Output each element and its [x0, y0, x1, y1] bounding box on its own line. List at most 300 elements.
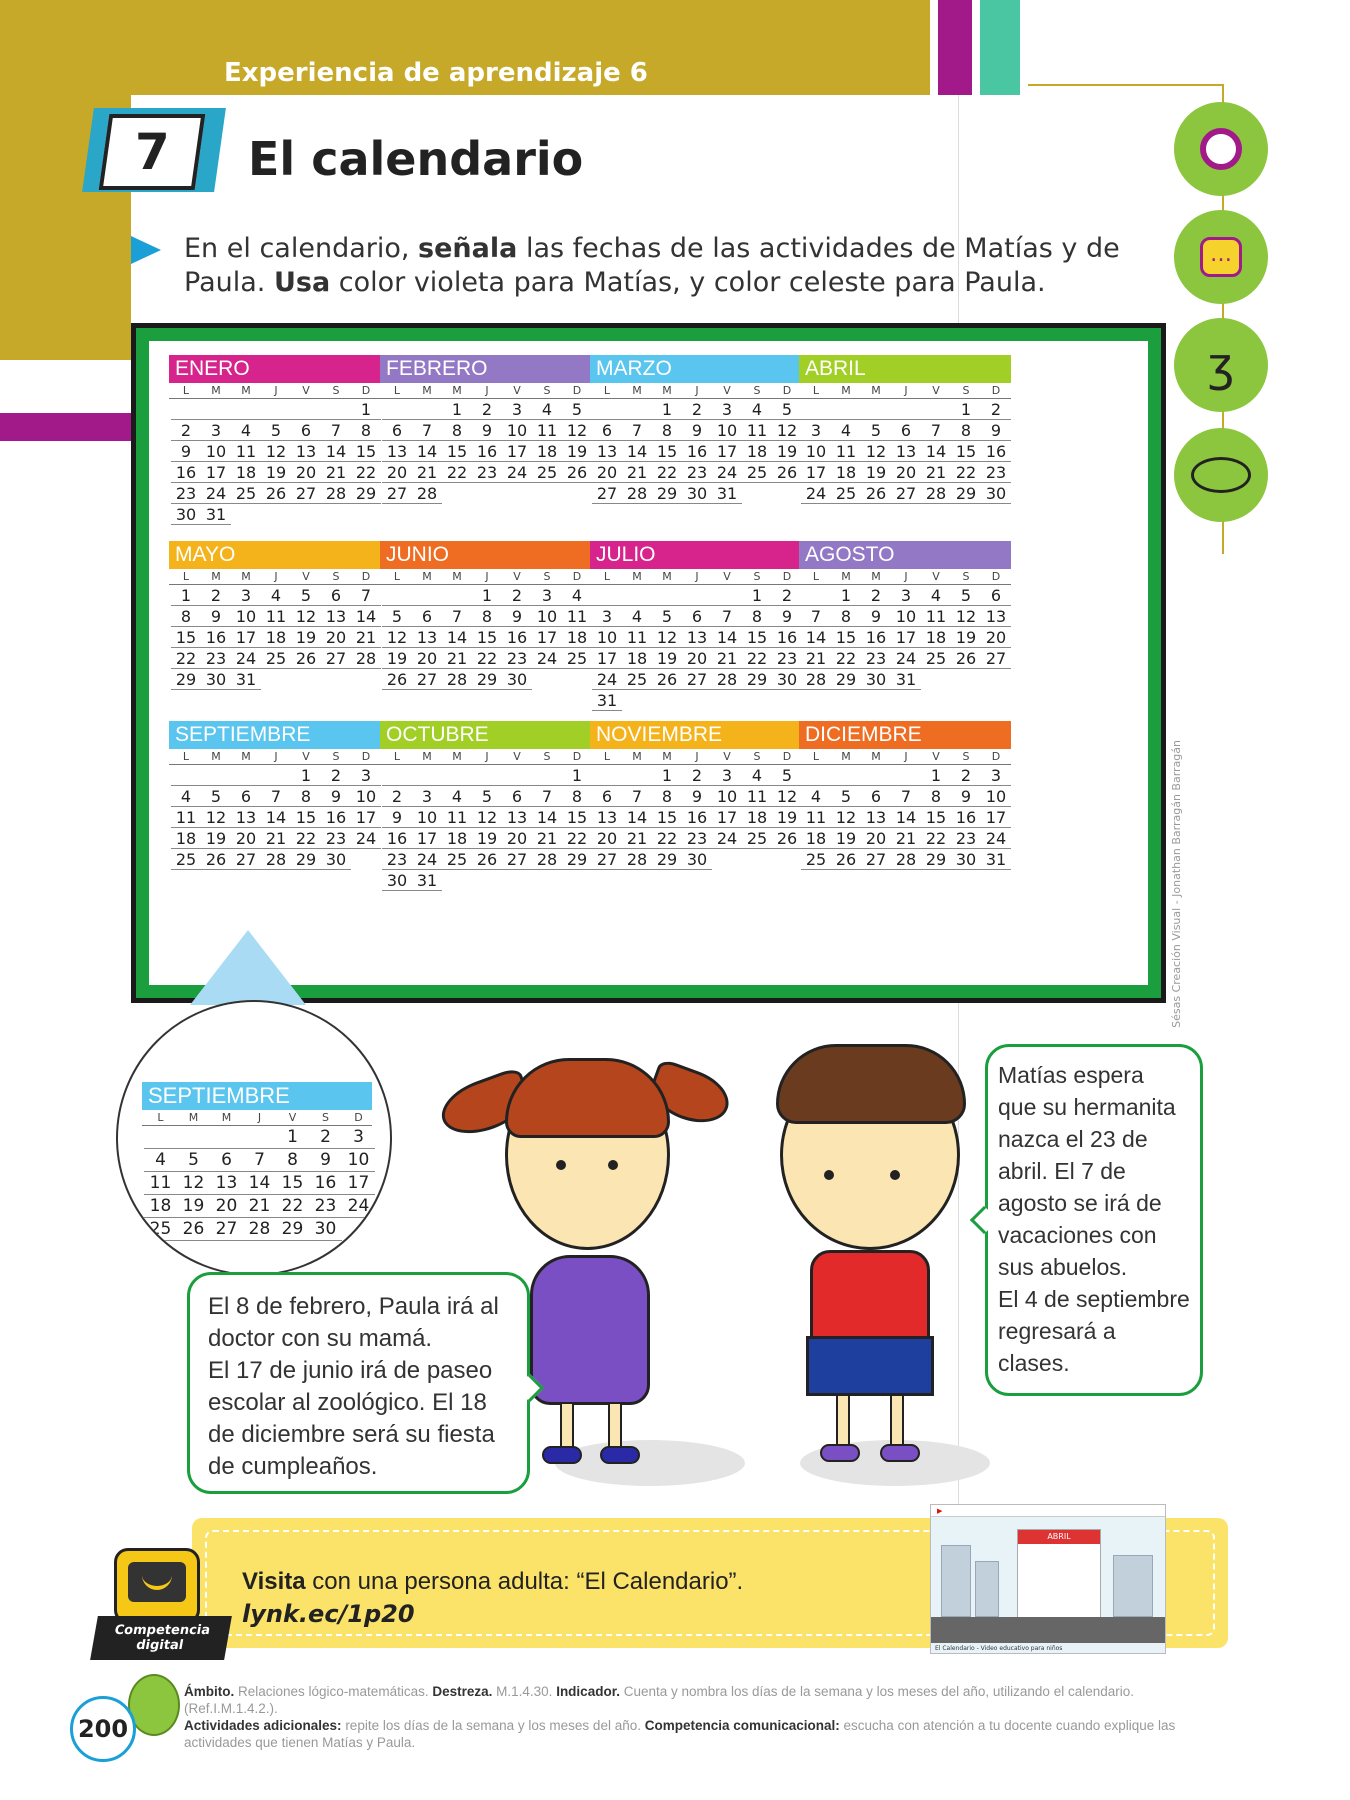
calendar-day[interactable]: 21	[261, 828, 291, 849]
calendar-day[interactable]: 16	[382, 828, 412, 849]
calendar-day[interactable]: 5	[261, 420, 291, 441]
calendar-day[interactable]: 25	[442, 849, 472, 870]
calendar-day[interactable]: 4	[831, 420, 861, 441]
calendar-day[interactable]: 9	[502, 606, 532, 627]
calendar-day[interactable]: 30	[861, 669, 891, 690]
calendar-day[interactable]: 12	[472, 807, 502, 828]
calendar-day[interactable]: 16	[171, 462, 201, 483]
calendar-day[interactable]: 13	[502, 807, 532, 828]
calendar-day[interactable]: 1	[472, 585, 502, 606]
calendar-day[interactable]: 26	[562, 462, 592, 483]
video-link[interactable]: lynk.ec/1p20	[242, 1600, 415, 1628]
calendar-day[interactable]: 30	[682, 483, 712, 504]
calendar-day[interactable]: 12	[652, 627, 682, 648]
calendar-day[interactable]: 29	[652, 849, 682, 870]
calendar-day[interactable]: 1	[276, 1126, 309, 1149]
calendar-day[interactable]: 6	[981, 585, 1011, 606]
calendar-day[interactable]: 2	[951, 765, 981, 786]
calendar-day[interactable]: 6	[861, 786, 891, 807]
calendar-day[interactable]: 10	[502, 420, 532, 441]
calendar-day[interactable]: 28	[261, 849, 291, 870]
calendar-day[interactable]: 13	[981, 606, 1011, 627]
calendar-day[interactable]: 24	[981, 828, 1011, 849]
calendar-day[interactable]: 7	[622, 786, 652, 807]
calendar-day[interactable]: 20	[382, 462, 412, 483]
calendar-day[interactable]: 26	[261, 483, 291, 504]
calendar-day[interactable]: 7	[622, 420, 652, 441]
calendar-day[interactable]: 4	[171, 786, 201, 807]
calendar-day[interactable]: 28	[532, 849, 562, 870]
calendar-day[interactable]: 7	[712, 606, 742, 627]
calendar-day[interactable]: 4	[742, 765, 772, 786]
calendar-day[interactable]: 25	[562, 648, 592, 669]
calendar-day[interactable]: 26	[831, 849, 861, 870]
calendar-day[interactable]: 6	[412, 606, 442, 627]
calendar-day[interactable]: 4	[562, 585, 592, 606]
calendar-day[interactable]: 22	[652, 462, 682, 483]
calendar-day[interactable]: 25	[801, 849, 831, 870]
calendar-day[interactable]: 2	[772, 585, 802, 606]
calendar-day[interactable]: 5	[772, 765, 802, 786]
calendar-day[interactable]: 28	[622, 849, 652, 870]
calendar-day[interactable]: 3	[342, 1126, 375, 1149]
calendar-day[interactable]: 9	[321, 786, 351, 807]
calendar-day[interactable]: 11	[742, 786, 772, 807]
calendar-day[interactable]: 24	[712, 462, 742, 483]
calendar-day[interactable]: 16	[309, 1172, 342, 1195]
calendar-day[interactable]: 25	[261, 648, 291, 669]
calendar-day[interactable]: 7	[243, 1149, 276, 1172]
calendar-day[interactable]: 6	[382, 420, 412, 441]
calendar-day[interactable]: 12	[201, 807, 231, 828]
calendar-day[interactable]: 19	[291, 627, 321, 648]
calendar-day[interactable]: 20	[891, 462, 921, 483]
calendar-day[interactable]: 26	[472, 849, 502, 870]
calendar-day[interactable]: 12	[562, 420, 592, 441]
calendar-day[interactable]: 11	[532, 420, 562, 441]
calendar-day[interactable]: 23	[502, 648, 532, 669]
calendar-day[interactable]: 30	[981, 483, 1011, 504]
calendar-day[interactable]: 12	[861, 441, 891, 462]
calendar-day[interactable]: 23	[171, 483, 201, 504]
calendar-day[interactable]: 30	[682, 849, 712, 870]
calendar-day[interactable]: 22	[831, 648, 861, 669]
calendar-day[interactable]: 26	[201, 849, 231, 870]
calendar-day[interactable]: 7	[891, 786, 921, 807]
calendar-day[interactable]: 31	[592, 690, 622, 711]
calendar-day[interactable]: 29	[276, 1218, 309, 1241]
calendar-day[interactable]: 11	[261, 606, 291, 627]
calendar-day[interactable]: 18	[532, 441, 562, 462]
calendar-day[interactable]: 14	[622, 807, 652, 828]
calendar-day[interactable]: 2	[682, 765, 712, 786]
calendar-day[interactable]: 4	[261, 585, 291, 606]
calendar-day[interactable]: 5	[177, 1149, 210, 1172]
calendar-day[interactable]: 7	[442, 606, 472, 627]
calendar-day[interactable]: 16	[201, 627, 231, 648]
calendar-day[interactable]: 17	[201, 462, 231, 483]
calendar-day[interactable]: 6	[502, 786, 532, 807]
calendar-day[interactable]: 22	[951, 462, 981, 483]
calendar-day[interactable]: 3	[891, 585, 921, 606]
calendar-day[interactable]: 29	[351, 483, 381, 504]
calendar-day[interactable]: 27	[592, 483, 622, 504]
calendar-day[interactable]: 10	[351, 786, 381, 807]
calendar-day[interactable]: 19	[861, 462, 891, 483]
calendar-day[interactable]: 6	[891, 420, 921, 441]
calendar-day[interactable]: 27	[321, 648, 351, 669]
calendar-day[interactable]: 9	[682, 786, 712, 807]
calendar-day[interactable]: 27	[502, 849, 532, 870]
calendar-day[interactable]: 8	[562, 786, 592, 807]
calendar-day[interactable]: 31	[231, 669, 261, 690]
calendar-day[interactable]: 25	[622, 669, 652, 690]
calendar-day[interactable]: 2	[382, 786, 412, 807]
calendar-day[interactable]: 25	[921, 648, 951, 669]
calendar-day[interactable]: 19	[382, 648, 412, 669]
calendar-day[interactable]: 11	[831, 441, 861, 462]
calendar-day[interactable]: 9	[472, 420, 502, 441]
calendar-day[interactable]: 23	[861, 648, 891, 669]
calendar-day[interactable]: 5	[382, 606, 412, 627]
calendar-day[interactable]: 12	[261, 441, 291, 462]
calendar-day[interactable]: 14	[321, 441, 351, 462]
calendar-day[interactable]: 10	[712, 420, 742, 441]
calendar-day[interactable]: 20	[502, 828, 532, 849]
calendar-day[interactable]: 27	[412, 669, 442, 690]
calendar-day[interactable]: 9	[382, 807, 412, 828]
calendar-day[interactable]: 22	[276, 1195, 309, 1218]
calendar-day[interactable]: 7	[261, 786, 291, 807]
calendar-day[interactable]: 28	[712, 669, 742, 690]
calendar-day[interactable]: 14	[412, 441, 442, 462]
calendar-day[interactable]: 30	[772, 669, 802, 690]
calendar-day[interactable]: 4	[144, 1149, 177, 1172]
calendar-day[interactable]: 20	[592, 462, 622, 483]
calendar-day[interactable]: 13	[592, 807, 622, 828]
calendar-day[interactable]: 5	[772, 399, 802, 420]
calendar-day[interactable]: 6	[682, 606, 712, 627]
calendar-day[interactable]: 8	[171, 606, 201, 627]
calendar-day[interactable]: 2	[472, 399, 502, 420]
calendar-day[interactable]: 8	[742, 606, 772, 627]
calendar-day[interactable]: 22	[351, 462, 381, 483]
calendar-day[interactable]: 17	[532, 627, 562, 648]
calendar-day[interactable]: 27	[592, 849, 622, 870]
calendar-day[interactable]: 19	[772, 807, 802, 828]
calendar-day[interactable]: 10	[592, 627, 622, 648]
calendar-day[interactable]: 8	[652, 420, 682, 441]
calendar-day[interactable]: 15	[652, 441, 682, 462]
calendar-day[interactable]: 8	[652, 786, 682, 807]
calendar-day[interactable]: 23	[321, 828, 351, 849]
calendar-day[interactable]: 18	[171, 828, 201, 849]
calendar-day[interactable]: 21	[891, 828, 921, 849]
calendar-day[interactable]: 24	[891, 648, 921, 669]
calendar-day[interactable]: 2	[682, 399, 712, 420]
calendar-day[interactable]: 27	[231, 849, 261, 870]
calendar-day[interactable]: 6	[592, 420, 622, 441]
calendar-day[interactable]: 1	[171, 585, 201, 606]
calendar-day[interactable]: 6	[321, 585, 351, 606]
calendar-day[interactable]: 10	[801, 441, 831, 462]
calendar-day[interactable]: 28	[321, 483, 351, 504]
calendar-day[interactable]: 8	[472, 606, 502, 627]
calendar-day[interactable]: 8	[442, 420, 472, 441]
calendar-day[interactable]: 23	[981, 462, 1011, 483]
calendar-day[interactable]: 16	[951, 807, 981, 828]
calendar-day[interactable]: 24	[231, 648, 261, 669]
calendar-day[interactable]: 15	[351, 441, 381, 462]
calendar-day[interactable]: 12	[291, 606, 321, 627]
calendar-day[interactable]: 25	[144, 1218, 177, 1241]
calendar-day[interactable]: 24	[532, 648, 562, 669]
calendar-day[interactable]: 28	[442, 669, 472, 690]
calendar-day[interactable]: 22	[442, 462, 472, 483]
calendar-day[interactable]: 18	[801, 828, 831, 849]
calendar-day[interactable]: 3	[532, 585, 562, 606]
calendar-day[interactable]: 7	[532, 786, 562, 807]
calendar-day[interactable]: 15	[276, 1172, 309, 1195]
calendar-day[interactable]: 20	[210, 1195, 243, 1218]
calendar-day[interactable]: 14	[712, 627, 742, 648]
calendar-day[interactable]: 22	[742, 648, 772, 669]
calendar-day[interactable]: 17	[342, 1172, 375, 1195]
calendar-day[interactable]: 20	[291, 462, 321, 483]
calendar-day[interactable]: 22	[921, 828, 951, 849]
calendar-day[interactable]: 15	[921, 807, 951, 828]
calendar-day[interactable]: 21	[532, 828, 562, 849]
calendar-day[interactable]: 20	[592, 828, 622, 849]
calendar-day[interactable]: 13	[291, 441, 321, 462]
calendar-day[interactable]: 15	[652, 807, 682, 828]
calendar-day[interactable]: 11	[562, 606, 592, 627]
calendar-day[interactable]: 10	[342, 1149, 375, 1172]
calendar-day[interactable]: 23	[682, 828, 712, 849]
calendar-day[interactable]: 24	[412, 849, 442, 870]
calendar-day[interactable]: 5	[951, 585, 981, 606]
calendar-day[interactable]: 17	[801, 462, 831, 483]
calendar-day[interactable]: 23	[951, 828, 981, 849]
calendar-day[interactable]: 13	[891, 441, 921, 462]
calendar-day[interactable]: 28	[801, 669, 831, 690]
calendar-day[interactable]: 3	[231, 585, 261, 606]
calendar-day[interactable]: 25	[171, 849, 201, 870]
calendar-day[interactable]: 27	[291, 483, 321, 504]
calendar-day[interactable]: 24	[351, 828, 381, 849]
calendar-day[interactable]: 27	[210, 1218, 243, 1241]
calendar-day[interactable]: 2	[861, 585, 891, 606]
calendar-day[interactable]: 3	[801, 420, 831, 441]
calendar-day[interactable]: 3	[592, 606, 622, 627]
calendar-day[interactable]: 27	[891, 483, 921, 504]
calendar-day[interactable]: 28	[921, 483, 951, 504]
calendar-day[interactable]: 18	[921, 627, 951, 648]
calendar-day[interactable]: 10	[712, 786, 742, 807]
calendar-day[interactable]: 16	[472, 441, 502, 462]
calendar-day[interactable]: 13	[210, 1172, 243, 1195]
calendar-day[interactable]: 20	[981, 627, 1011, 648]
calendar-day[interactable]: 16	[981, 441, 1011, 462]
calendar-day[interactable]: 14	[261, 807, 291, 828]
calendar-day[interactable]: 16	[772, 627, 802, 648]
calendar-day[interactable]: 3	[502, 399, 532, 420]
calendar-day[interactable]: 27	[861, 849, 891, 870]
calendar-day[interactable]: 22	[472, 648, 502, 669]
calendar-day[interactable]: 16	[861, 627, 891, 648]
calendar-day[interactable]: 31	[712, 483, 742, 504]
calendar-day[interactable]: 21	[801, 648, 831, 669]
calendar-day[interactable]: 3	[351, 765, 381, 786]
calendar-day[interactable]: 14	[532, 807, 562, 828]
calendar-day[interactable]: 15	[742, 627, 772, 648]
calendar-day[interactable]: 30	[502, 669, 532, 690]
calendar-day[interactable]: 11	[622, 627, 652, 648]
calendar-day[interactable]: 9	[951, 786, 981, 807]
calendar-day[interactable]: 25	[231, 483, 261, 504]
calendar-day[interactable]: 4	[742, 399, 772, 420]
calendar-day[interactable]: 22	[562, 828, 592, 849]
calendar-day[interactable]: 29	[831, 669, 861, 690]
calendar-day[interactable]: 21	[622, 828, 652, 849]
calendar-day[interactable]: 22	[652, 828, 682, 849]
calendar-day[interactable]: 16	[502, 627, 532, 648]
calendar-day[interactable]: 6	[231, 786, 261, 807]
calendar-day[interactable]: 20	[682, 648, 712, 669]
calendar-day[interactable]: 26	[861, 483, 891, 504]
calendar-day[interactable]: 17	[502, 441, 532, 462]
calendar-day[interactable]: 30	[382, 870, 412, 891]
calendar-day[interactable]: 29	[742, 669, 772, 690]
calendar-day[interactable]: 19	[261, 462, 291, 483]
calendar-day[interactable]: 2	[309, 1126, 342, 1149]
calendar-day[interactable]: 18	[562, 627, 592, 648]
calendar-day[interactable]: 9	[309, 1149, 342, 1172]
calendar-day[interactable]: 4	[532, 399, 562, 420]
calendar-day[interactable]: 5	[562, 399, 592, 420]
calendar-day[interactable]: 26	[772, 828, 802, 849]
calendar-day[interactable]: 17	[231, 627, 261, 648]
calendar-day[interactable]: 9	[171, 441, 201, 462]
calendar-day[interactable]: 3	[201, 420, 231, 441]
calendar-day[interactable]: 3	[712, 765, 742, 786]
calendar-day[interactable]: 21	[712, 648, 742, 669]
calendar-day[interactable]: 23	[201, 648, 231, 669]
calendar-day[interactable]: 8	[351, 420, 381, 441]
calendar-day[interactable]: 22	[171, 648, 201, 669]
calendar-day[interactable]: 31	[981, 849, 1011, 870]
calendar-day[interactable]: 21	[243, 1195, 276, 1218]
calendar-day[interactable]: 7	[412, 420, 442, 441]
calendar-day[interactable]: 7	[921, 420, 951, 441]
calendar-day[interactable]: 12	[951, 606, 981, 627]
calendar-day[interactable]: 25	[742, 828, 772, 849]
calendar-day[interactable]: 1	[652, 765, 682, 786]
calendar-day[interactable]: 19	[201, 828, 231, 849]
calendar-day[interactable]: 29	[472, 669, 502, 690]
calendar-day[interactable]: 13	[861, 807, 891, 828]
calendar-day[interactable]: 14	[801, 627, 831, 648]
calendar-day[interactable]: 26	[382, 669, 412, 690]
calendar-day[interactable]: 18	[231, 462, 261, 483]
calendar-day[interactable]: 10	[532, 606, 562, 627]
calendar-day[interactable]: 13	[412, 627, 442, 648]
calendar-day[interactable]: 11	[171, 807, 201, 828]
calendar-day[interactable]: 1	[291, 765, 321, 786]
calendar-day[interactable]: 20	[231, 828, 261, 849]
calendar-day[interactable]: 26	[951, 648, 981, 669]
calendar-day[interactable]: 9	[772, 606, 802, 627]
calendar-day[interactable]: 15	[562, 807, 592, 828]
calendar-day[interactable]: 10	[981, 786, 1011, 807]
calendar-day[interactable]: 31	[891, 669, 921, 690]
calendar-day[interactable]: 13	[682, 627, 712, 648]
calendar-day[interactable]: 28	[412, 483, 442, 504]
calendar-day[interactable]: 30	[309, 1218, 342, 1241]
calendar-day[interactable]: 11	[742, 420, 772, 441]
calendar-day[interactable]: 30	[951, 849, 981, 870]
calendar-day[interactable]: 25	[831, 483, 861, 504]
calendar-day[interactable]: 4	[231, 420, 261, 441]
calendar-day[interactable]: 3	[712, 399, 742, 420]
calendar-day[interactable]: 14	[891, 807, 921, 828]
calendar-day[interactable]: 18	[622, 648, 652, 669]
calendar-day[interactable]: 31	[201, 504, 231, 525]
calendar-day[interactable]: 30	[171, 504, 201, 525]
calendar-day[interactable]: 26	[177, 1218, 210, 1241]
calendar-day[interactable]: 19	[652, 648, 682, 669]
calendar-day[interactable]: 11	[442, 807, 472, 828]
calendar-day[interactable]: 10	[891, 606, 921, 627]
calendar-day[interactable]: 17	[712, 807, 742, 828]
calendar-day[interactable]: 19	[177, 1195, 210, 1218]
calendar-day[interactable]: 21	[412, 462, 442, 483]
calendar-day[interactable]: 24	[342, 1195, 375, 1218]
calendar-day[interactable]: 8	[921, 786, 951, 807]
calendar-day[interactable]: 30	[321, 849, 351, 870]
calendar-day[interactable]: 28	[891, 849, 921, 870]
calendar-day[interactable]: 6	[291, 420, 321, 441]
calendar-day[interactable]: 29	[171, 669, 201, 690]
calendar-day[interactable]: 18	[144, 1195, 177, 1218]
calendar-day[interactable]: 4	[622, 606, 652, 627]
calendar-day[interactable]: 8	[276, 1149, 309, 1172]
calendar-day[interactable]: 6	[592, 786, 622, 807]
calendar-day[interactable]: 21	[622, 462, 652, 483]
calendar-day[interactable]: 15	[831, 627, 861, 648]
calendar-day[interactable]: 27	[382, 483, 412, 504]
calendar-day[interactable]: 15	[951, 441, 981, 462]
calendar-day[interactable]: 8	[831, 606, 861, 627]
calendar-day[interactable]: 1	[921, 765, 951, 786]
calendar-day[interactable]: 14	[243, 1172, 276, 1195]
calendar-day[interactable]: 23	[472, 462, 502, 483]
calendar-day[interactable]: 27	[682, 669, 712, 690]
calendar-day[interactable]: 25	[532, 462, 562, 483]
calendar-day[interactable]: 1	[652, 399, 682, 420]
calendar-day[interactable]: 19	[562, 441, 592, 462]
calendar-day[interactable]: 19	[831, 828, 861, 849]
calendar-day[interactable]: 11	[144, 1172, 177, 1195]
calendar-day[interactable]: 17	[891, 627, 921, 648]
calendar-day[interactable]: 8	[951, 420, 981, 441]
calendar-day[interactable]: 7	[321, 420, 351, 441]
calendar-day[interactable]: 24	[592, 669, 622, 690]
video-thumbnail[interactable]	[930, 1504, 1166, 1654]
calendar-day[interactable]: 19	[772, 441, 802, 462]
calendar-day[interactable]: 18	[261, 627, 291, 648]
calendar-day[interactable]: 14	[921, 441, 951, 462]
